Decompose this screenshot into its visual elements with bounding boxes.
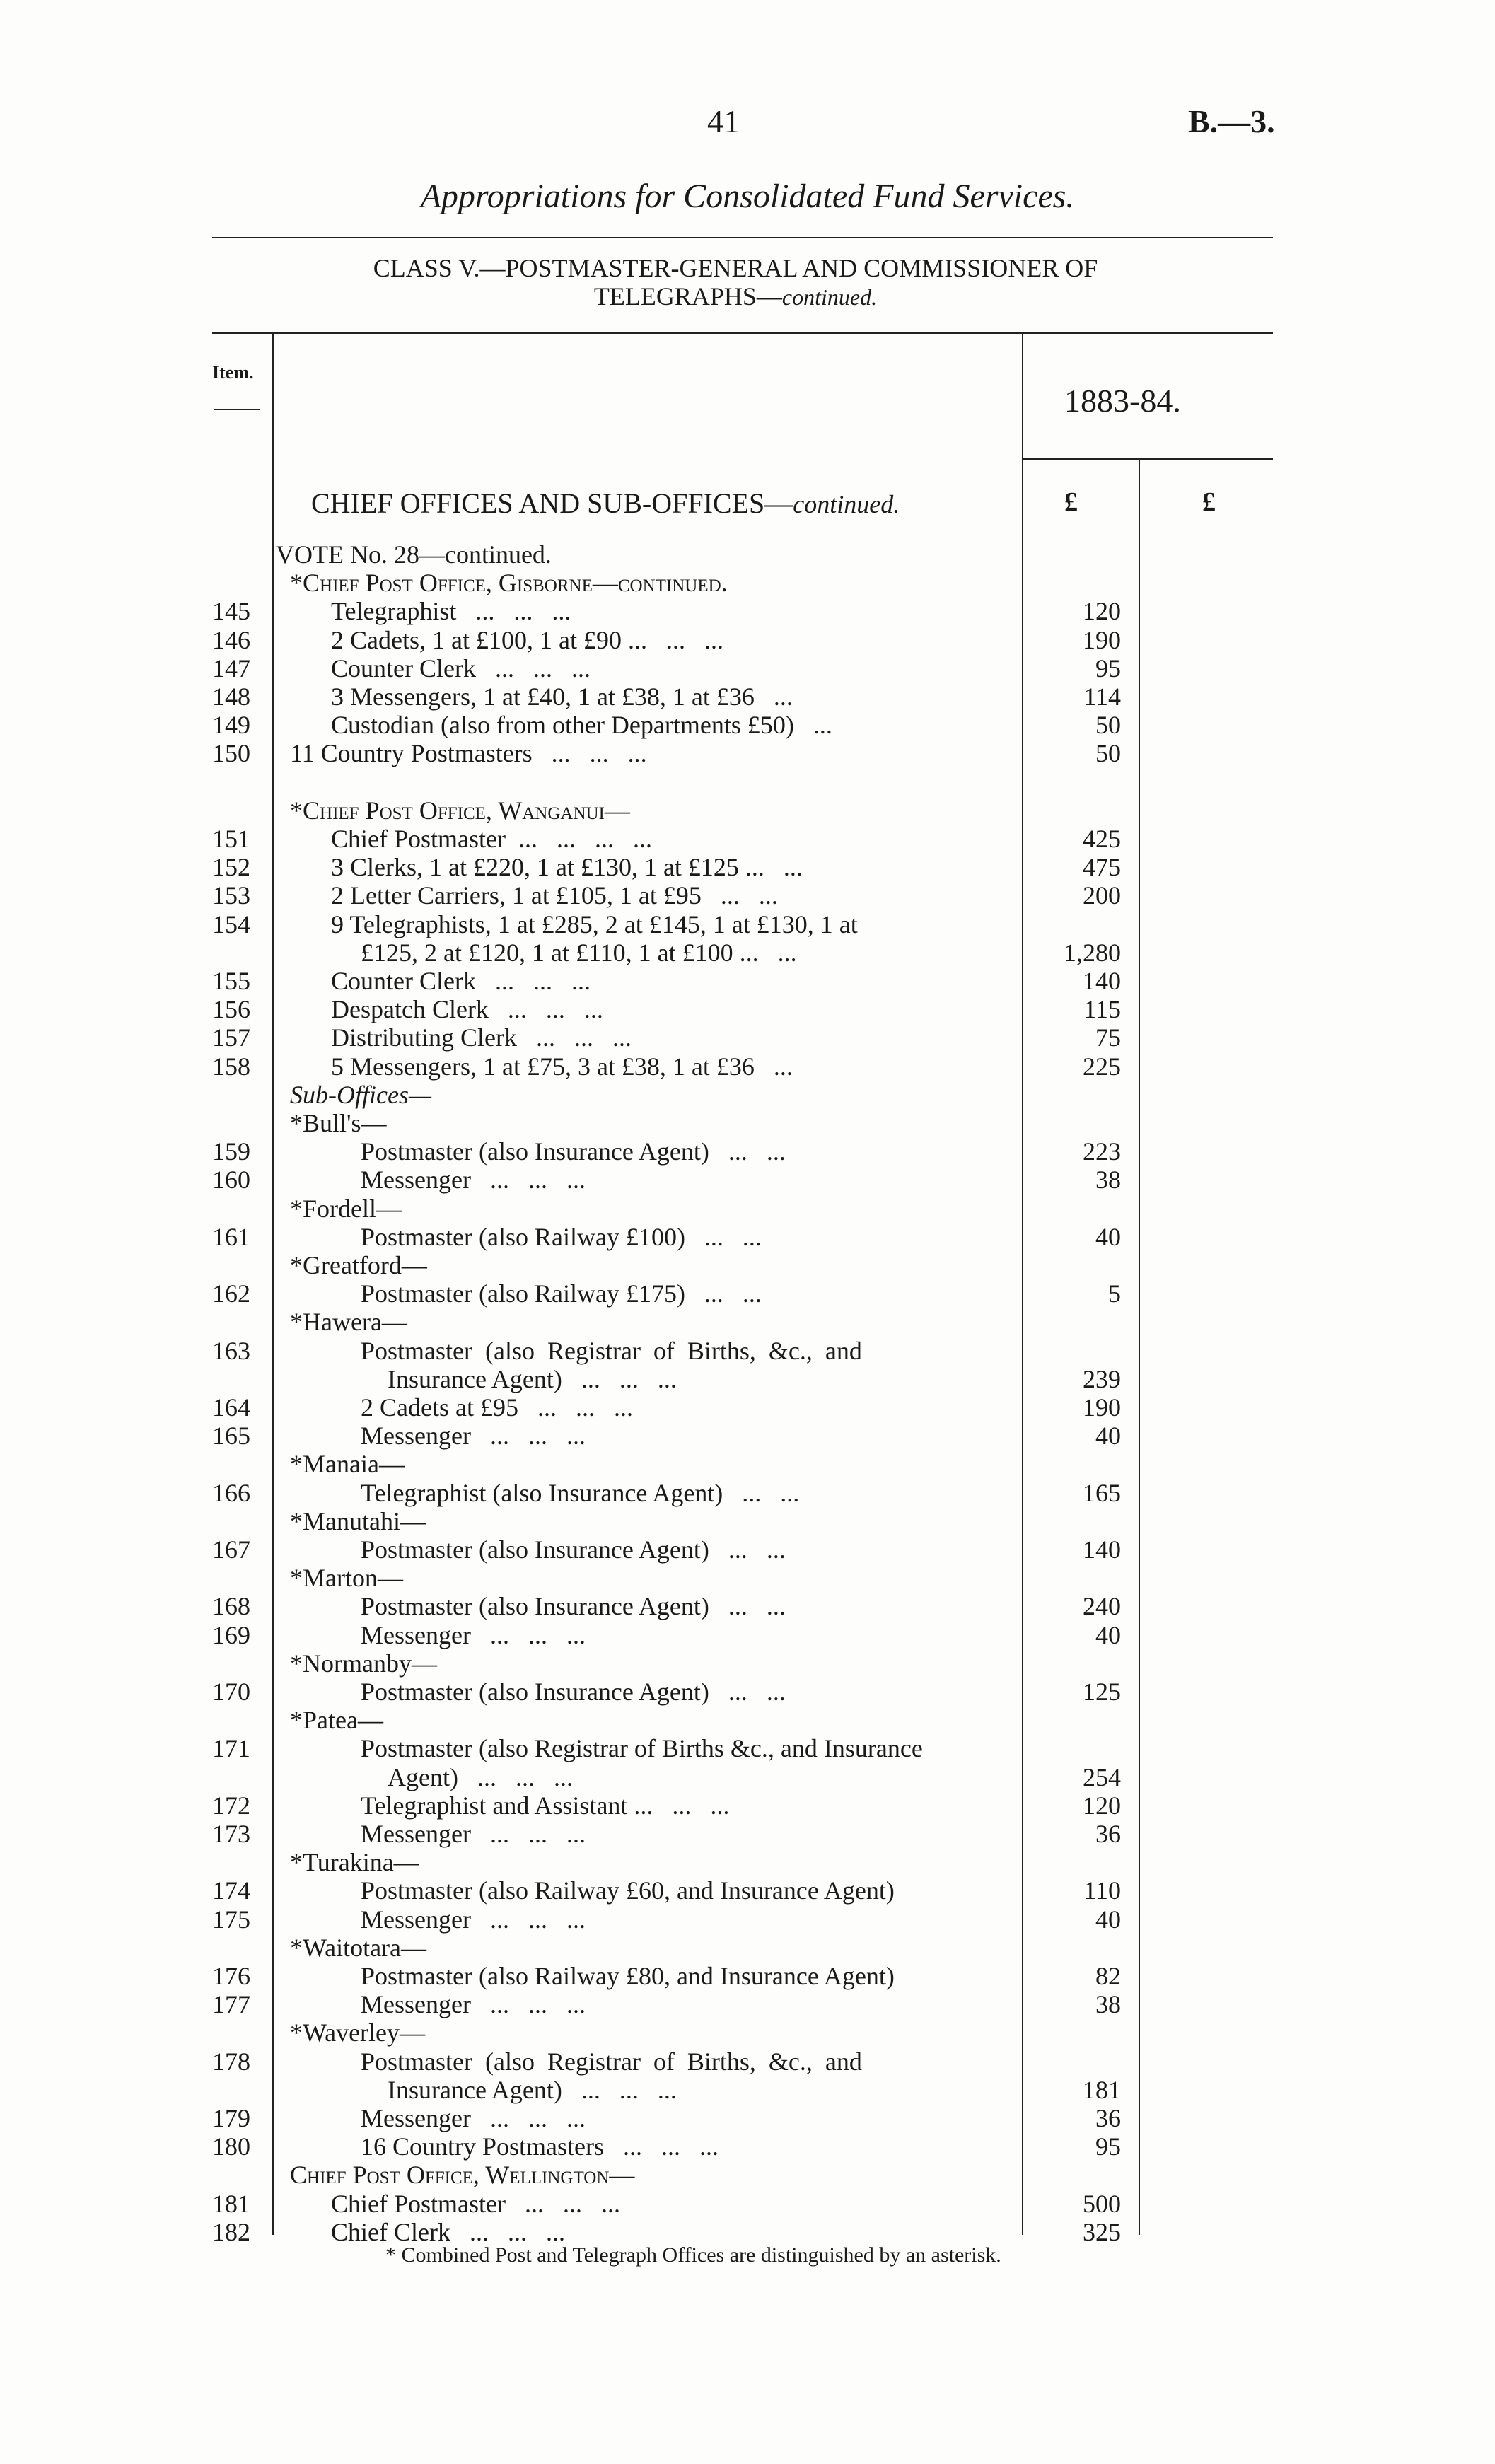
item-number: 181 — [212, 2189, 250, 2218]
item-description: *Chief Post Office, Wanganui— — [290, 796, 630, 825]
item-description: *Patea— — [290, 1706, 383, 1735]
table-row — [0, 1137, 1495, 1166]
item-description: Postmaster (also Insurance Agent) ... ... — [361, 1137, 786, 1166]
table-top-rule — [212, 332, 1273, 334]
table-row — [0, 995, 1495, 1023]
year-header-rule — [1023, 458, 1273, 460]
table-row — [0, 1649, 1495, 1678]
item-amount: 200 — [1083, 881, 1121, 910]
year-column-header: 1883-84. — [1064, 383, 1181, 419]
item-amount: 36 — [1095, 1820, 1121, 1848]
table-row — [0, 2018, 1495, 2047]
item-description: VOTE No. 28—continued. — [276, 540, 552, 569]
item-amount: 425 — [1083, 825, 1121, 853]
table-row — [0, 1081, 1495, 1109]
item-header-underline — [214, 409, 260, 410]
item-amount: 40 — [1095, 1905, 1121, 1934]
table-row — [0, 1251, 1495, 1279]
table-row — [0, 1564, 1495, 1592]
table-row — [0, 1337, 1495, 1365]
item-description: Telegraphist and Assistant ... ... ... — [361, 1791, 730, 1820]
item-description: Despatch Clerk ... ... ... — [331, 995, 603, 1024]
item-description: 11 Country Postmasters ... ... ... — [290, 739, 647, 768]
table-row — [0, 1535, 1495, 1564]
item-amount: 40 — [1095, 1422, 1121, 1451]
item-description: 9 Telegraphists, 1 at £285, 2 at £145, 1 at £130, 1 at — [331, 910, 858, 938]
item-amount: 125 — [1083, 1678, 1121, 1706]
table-row — [0, 597, 1495, 625]
item-description: 16 Country Postmasters ... ... ... — [361, 2132, 719, 2161]
item-description: *Manutahi— — [290, 1506, 426, 1535]
table-row — [0, 1393, 1495, 1422]
item-number: 168 — [212, 1592, 250, 1621]
item-amount: 75 — [1095, 1023, 1121, 1052]
item-description: Chief Postmaster ... ... ... ... — [331, 825, 652, 853]
section-title: CHIEF OFFICES AND SUB-OFFICES—continued. — [311, 487, 900, 519]
item-description: 2 Cadets, 1 at £100, 1 at £90 ... ... ... — [331, 625, 723, 654]
item-number: 150 — [212, 739, 250, 768]
class-title-line2: TELEGRAPHS—continued. — [593, 281, 878, 310]
item-amount: 225 — [1083, 1052, 1121, 1081]
table-row — [0, 1990, 1495, 2018]
item-description: Telegraphist (also Insurance Agent) ... ... — [361, 1478, 800, 1507]
item-amount: 5 — [1108, 1279, 1121, 1308]
table-row — [0, 1166, 1495, 1194]
item-number: 156 — [212, 995, 250, 1024]
item-amount: 190 — [1083, 625, 1121, 654]
item-description: Chief Postmaster ... ... ... — [331, 2189, 620, 2218]
item-amount: 239 — [1083, 1364, 1121, 1393]
item-description: *Waverley— — [290, 2018, 426, 2047]
item-amount: 38 — [1095, 1166, 1121, 1195]
item-number: 174 — [212, 1876, 250, 1905]
item-amount: 475 — [1083, 853, 1121, 882]
table-row — [0, 1109, 1495, 1137]
item-number: 162 — [212, 1279, 250, 1308]
item-amount: 254 — [1083, 1762, 1121, 1791]
currency-header-1: £ — [1064, 487, 1078, 517]
item-number: 155 — [212, 967, 250, 995]
table-row — [0, 1507, 1495, 1535]
table-row — [0, 2047, 1495, 2076]
table-row — [0, 2218, 1495, 2246]
item-number: 146 — [212, 625, 250, 654]
item-number: 164 — [212, 1393, 250, 1422]
page-title: Appropriations for Consolidated Fund Services. — [420, 178, 1075, 215]
item-number: 180 — [212, 2132, 250, 2161]
table-row — [0, 1023, 1495, 1052]
item-description: *Bull's— — [290, 1109, 387, 1137]
item-amount: 140 — [1083, 1535, 1121, 1564]
item-description: Postmaster (also Railway £80, and Insurance Agent) — [361, 1962, 895, 1990]
table-row — [0, 1592, 1495, 1620]
item-description: Custodian (also from other Departments £50) ... — [331, 711, 832, 740]
item-number: 167 — [212, 1535, 250, 1564]
item-column-header: Item. — [212, 362, 254, 383]
table-row — [0, 2190, 1495, 2218]
item-number: 158 — [212, 1052, 250, 1081]
item-description: 3 Clerks, 1 at £220, 1 at £130, 1 at £125 ... ... — [331, 853, 803, 882]
top-rule — [212, 237, 1273, 238]
page-reference: B.—3. — [1188, 103, 1275, 139]
table-row — [0, 626, 1495, 654]
item-description: *Manaia— — [290, 1450, 405, 1479]
item-number: 178 — [212, 2047, 250, 2076]
table-row — [0, 569, 1495, 597]
table-row — [0, 682, 1495, 711]
item-number: 154 — [212, 910, 250, 938]
item-description: *Chief Post Office, Gisborne—continued. — [290, 569, 728, 598]
table-row — [0, 711, 1495, 739]
item-amount: 40 — [1095, 1620, 1121, 1649]
table-row — [0, 1848, 1495, 1876]
table-row — [0, 1791, 1495, 1820]
item-amount: 82 — [1095, 1962, 1121, 1990]
table-row — [0, 1905, 1495, 1934]
item-number: 163 — [212, 1336, 250, 1365]
table-row — [0, 768, 1495, 796]
item-number: 147 — [212, 653, 250, 682]
item-description: Postmaster (also Railway £60, and Insurance Agent) — [361, 1876, 895, 1905]
table-row — [0, 1820, 1495, 1848]
class-title — [240, 255, 1231, 310]
currency-header-2: £ — [1202, 487, 1216, 517]
item-description: *Fordell— — [290, 1194, 402, 1223]
table-row — [0, 967, 1495, 995]
item-description: Counter Clerk ... ... ... — [331, 967, 591, 995]
item-number: 179 — [212, 2104, 250, 2132]
item-amount: 95 — [1095, 2132, 1121, 2161]
item-description: Insurance Agent) ... ... ... — [388, 2075, 677, 2104]
item-number: 157 — [212, 1023, 250, 1052]
item-description: Messenger ... ... ... — [361, 1990, 586, 2019]
footnote: * Combined Post and Telegraph Offices are distinguished by an asterisk. — [385, 2243, 1001, 2267]
item-description: Postmaster (also Registrar of Births &c., and Insurance — [361, 1734, 923, 1763]
item-description: Postmaster (also Insurance Agent) ... ... — [361, 1592, 786, 1621]
item-description: Postmaster (also Insurance Agent) ... ... — [361, 1535, 786, 1564]
item-number: 153 — [212, 881, 250, 910]
item-number: 152 — [212, 853, 250, 882]
item-amount: 110 — [1083, 1876, 1121, 1905]
table-row — [0, 1479, 1495, 1507]
item-number: 177 — [212, 1990, 250, 2019]
table-row — [0, 1052, 1495, 1081]
item-description: Messenger ... ... ... — [361, 1820, 586, 1848]
table-row — [0, 739, 1495, 767]
item-amount: 223 — [1083, 1137, 1121, 1166]
item-description: *Normanby— — [290, 1649, 437, 1678]
table-row — [0, 796, 1495, 825]
item-description: *Hawera— — [290, 1308, 407, 1337]
table-row — [0, 825, 1495, 853]
item-description: Chief Clerk ... ... ... — [331, 2217, 565, 2246]
item-description: *Greatford— — [290, 1251, 427, 1279]
table-row — [0, 1763, 1495, 1791]
item-amount: 50 — [1095, 711, 1121, 740]
table-row — [0, 654, 1495, 682]
item-description: *Marton— — [290, 1564, 403, 1593]
item-number: 166 — [212, 1478, 250, 1507]
item-description: Postmaster (also Railway £100) ... ... — [361, 1222, 762, 1251]
item-number: 159 — [212, 1137, 250, 1166]
item-description: 2 Cadets at £95 ... ... ... — [361, 1393, 633, 1422]
item-description: Messenger ... ... ... — [361, 1620, 586, 1649]
item-amount: 120 — [1083, 597, 1121, 626]
table-row — [0, 1876, 1495, 1905]
item-number: 182 — [212, 2217, 250, 2246]
item-number: 151 — [212, 825, 250, 853]
item-number: 169 — [212, 1620, 250, 1649]
table-row — [0, 1450, 1495, 1478]
table-row — [0, 1223, 1495, 1251]
item-description: Distributing Clerk ... ... ... — [331, 1023, 632, 1052]
item-description: Insurance Agent) ... ... ... — [388, 1364, 677, 1393]
item-amount: 36 — [1095, 2104, 1121, 2132]
table-row — [0, 1279, 1495, 1308]
item-description: Postmaster (also Railway £175) ... ... — [361, 1279, 762, 1308]
item-description: 2 Letter Carriers, 1 at £105, 1 at £95 ... ... — [331, 881, 778, 910]
table-row — [0, 1934, 1495, 1962]
item-number: 160 — [212, 1166, 250, 1195]
table-row — [0, 1365, 1495, 1393]
item-number: 176 — [212, 1962, 250, 1990]
table-row — [0, 910, 1495, 938]
item-description: 5 Messengers, 1 at £75, 3 at £38, 1 at £36 ... — [331, 1052, 793, 1081]
item-description: Messenger ... ... ... — [361, 1422, 586, 1451]
item-description: Counter Clerk ... ... ... — [331, 653, 591, 682]
item-description: Messenger ... ... ... — [361, 1905, 586, 1934]
item-description: Agent) ... ... ... — [388, 1762, 573, 1791]
item-description: £125, 2 at £120, 1 at £110, 1 at £100 ... ... — [361, 938, 797, 967]
item-number: 173 — [212, 1820, 250, 1848]
item-number: 170 — [212, 1678, 250, 1706]
item-number: 165 — [212, 1422, 250, 1451]
item-amount: 114 — [1083, 682, 1121, 711]
item-description: Sub-Offices— — [290, 1080, 431, 1109]
table-row — [0, 2104, 1495, 2132]
item-amount: 500 — [1083, 2189, 1121, 2218]
item-amount: 325 — [1083, 2217, 1121, 2246]
item-amount: 40 — [1095, 1222, 1121, 1251]
item-number: 175 — [212, 1905, 250, 1934]
item-number: 161 — [212, 1222, 250, 1251]
item-number: 148 — [212, 682, 250, 711]
item-number: 171 — [212, 1734, 250, 1763]
item-description: Postmaster (also Registrar of Births, &c., and — [361, 1336, 862, 1365]
item-description: Telegraphist ... ... ... — [331, 597, 571, 626]
item-amount: 50 — [1095, 739, 1121, 768]
item-description: Postmaster (also Insurance Agent) ... ... — [361, 1678, 786, 1706]
table-row — [0, 2132, 1495, 2161]
item-description: Postmaster (also Registrar of Births, &c., and — [361, 2047, 862, 2076]
item-description: *Turakina— — [290, 1848, 419, 1877]
table-row — [0, 540, 1495, 569]
item-description: Chief Post Office, Wellington— — [290, 2161, 635, 2190]
table-row — [0, 2161, 1495, 2189]
table-row — [0, 881, 1495, 910]
item-amount: 140 — [1083, 967, 1121, 995]
table-row — [0, 853, 1495, 881]
item-amount: 120 — [1083, 1791, 1121, 1820]
table-row — [0, 2076, 1495, 2104]
table-row — [0, 1734, 1495, 1762]
item-description: Messenger ... ... ... — [361, 2104, 586, 2132]
item-amount: 240 — [1083, 1592, 1121, 1621]
item-number: 149 — [212, 711, 250, 740]
item-amount: 95 — [1095, 653, 1121, 682]
table-row — [0, 1621, 1495, 1649]
item-amount: 38 — [1095, 1990, 1121, 2019]
item-amount: 181 — [1083, 2075, 1121, 2104]
item-description: Messenger ... ... ... — [361, 1166, 586, 1195]
table-row — [0, 1706, 1495, 1734]
item-number: 172 — [212, 1791, 250, 1820]
class-title-line1: CLASS V.—POSTMASTER-GENERAL AND COMMISSIONER OF — [373, 254, 1098, 282]
item-amount: 165 — [1083, 1478, 1121, 1507]
item-number: 145 — [212, 597, 250, 626]
table-row — [0, 1422, 1495, 1450]
item-description: 3 Messengers, 1 at £40, 1 at £38, 1 at £36 ... — [331, 682, 793, 711]
item-amount: 115 — [1083, 995, 1121, 1024]
item-amount: 1,280 — [1064, 938, 1121, 967]
item-description: *Waitotara— — [290, 1933, 427, 1962]
table-row — [0, 1962, 1495, 1990]
page-number: 41 — [707, 103, 740, 139]
table-row — [0, 938, 1495, 967]
table-row — [0, 1678, 1495, 1706]
table-row — [0, 1308, 1495, 1336]
item-amount: 190 — [1083, 1393, 1121, 1422]
table-row — [0, 1195, 1495, 1223]
